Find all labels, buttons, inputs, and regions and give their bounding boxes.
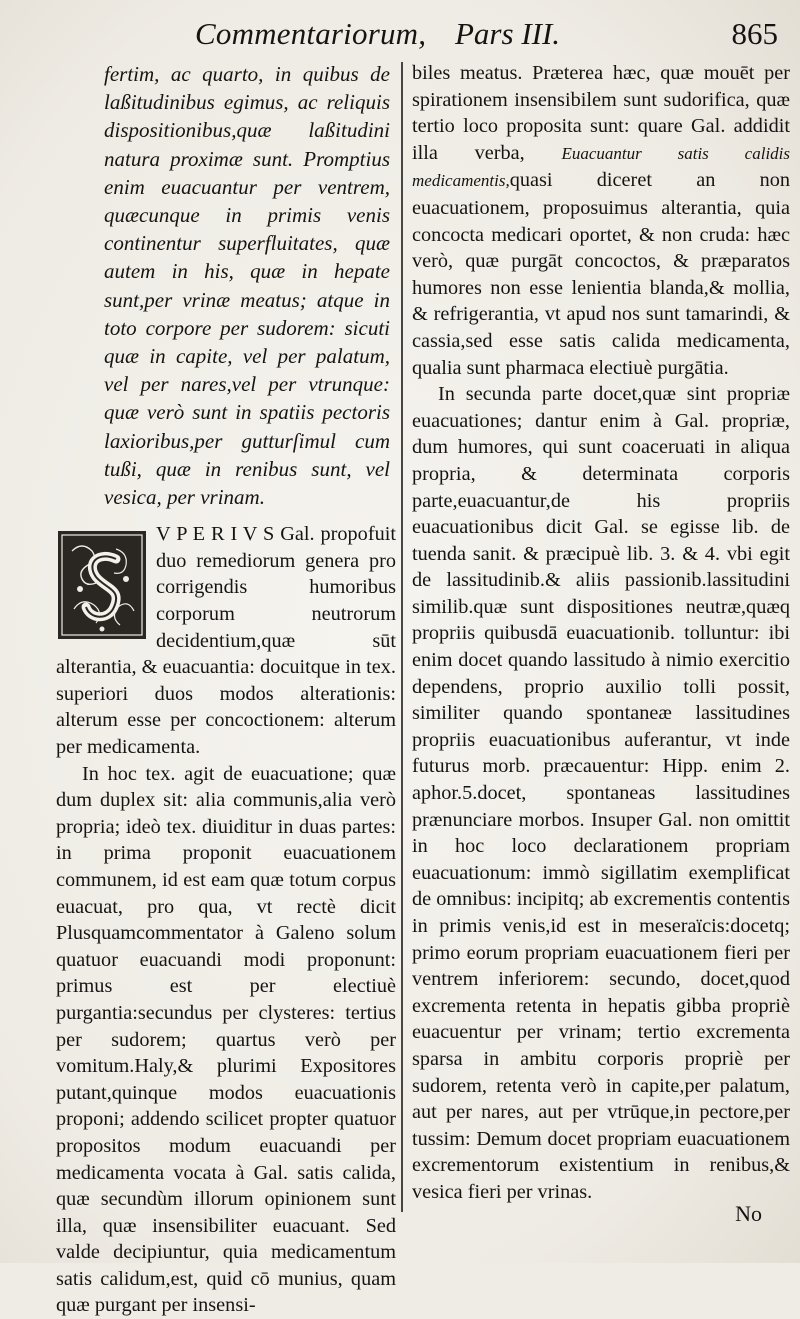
galen-quote: fertim, ac quarto, in quibus de laßitudinibus egimus, ac reliquis dispositionibus,quæ laßitudini natura proximæ sunt. Promptius enim euacuantur per ventrem, quæcunque in primis venis continentur superfluitates, quæ autem in his, quæ in hepate sunt,per vrinæ meatus; atque in toto corpore per sudorem: sicuti quæ in capite, vel per palatum, vel per nares,vel per vtrunque: quæ verò sunt in spatiis pectoris laxioribus,per gutturſimul cum tußi, quæ in renibus sunt, vel vesica, per vrinam. (104, 62, 390, 510)
catchword: No (735, 1201, 762, 1226)
column-divider (401, 62, 403, 1212)
commentary-paragraph-2: In secunda parte docet,quæ sint propriæ euacuationes; dantur enim à Gal. propriæ, dum humores, qui sunt coaceruati in aliqua propria, & determinata corporis parte,euacuantur,de his propriis euacuationibus dicit Gal. se egisse lib. de tuenda sanit. & præcipuè lib. 3. & 4. vbi egit de lassitudinib.& aliis passionib.lassitudini similib.quæ sunt dispositiones neutræ,quæq propriis quibusdā euacuationib. tolluntur: ibi enim docet quando lassitudo à nimio exercitio dependens, proprio auxilio tolli possit, similiter quando spontaneæ lassitudines propriis euacuationibus auferantur, vt inde futurus morb. præcauentur: Hipp. enim 2. aphor.5.docet, spontaneas lassitudines prænunciare morbos. Insuper Gal. non omittit in hoc loco declarationem propriam euacuationum: immò sigillatim exemplificat de omnibus: incipitq; ab excrementis contentis in primis venis,id est in meseraïcis:docetq; primo eorum propriam euacuationem fieri per ventrem inferiorem: secundo, docet,quod excrementa retenta in hepatis gibba propriè euacuentur per vrinam; tertio excrementa sparsa in ambitu corporis propriè per sudorem, retenta verò in capite,per palatum, aut per nares, aut per vtrūque,in pectore,per tussim: Demum docet propriam euacuationem excrementorum existentium in renibus,& vesica fieri per vrinas. (412, 383, 790, 1203)
commentary-opening: V P E R I V S Gal. propofuit duo remediorum genera pro corrigendis humoribus corporum neutrorum decidentium,quæ sūt alterantia, & euacuantia: docuitque in tex. superiori duos modos alterationis: alterum esse per concoctionem: alterum per medicamenta. (56, 523, 396, 758)
part-label: Pars III. (455, 16, 561, 51)
page-number: 865 (731, 16, 778, 51)
quoted-phrase: Euacuantur satis calidis medicamentis, (412, 143, 791, 191)
commentary-paragraph: In hoc tex. agit de euacuatione; quæ dum duplex sit: alia communis,alia verò propria; ideò tex. diuiditur in duas partes: in prima proponit euacuationem communem, id est eam quæ totum corpus euacuat, pro qua, vt rectè dicit Plusquamcommentator à Galeno solum quatuor euacuandi modi proponunt: primus est per electiuè purgantia:secundus per clysteres: tertius per sudorem; quartus verò per vomitum.Haly,& plurimi Expositores putant,quinque modos euacuationis proponi; addendo scilicet propter quatuor propositos modum euacuandi per medicamenta vocata à Gal. satis calida, quæ secundùm illorum opinionem sunt illa, quæ insensibiliter euacuant. Sed valde decipiuntur, quia medicamentum satis calidum,est, quid cō munius, quam quæ purgant per insensi- (56, 762, 396, 1317)
continuation-text-end: quasi diceret an non euacuationem, proposuimus alterantia, quia concocta medicari oportet, & non cruda: hæc verò, quæ purgāt concoctos, & præparatos humores non esse lenientia blanda,& mollia, & refrigerantia, vt apud nos sunt tamarindi, & cassia,sed esse satis calida medicamenta, qualia sunt pharmaca electiuè purgātia. (412, 169, 790, 379)
continuation-text: biles meatus. Præterea hæc, quæ mouēt per spirationem insensibilem sunt sudorifica, quæ tertio loco proposita sunt: quare Gal. addidit illa verba, (412, 62, 790, 164)
right-column (412, 60, 790, 1233)
commentary-continuation (412, 60, 790, 381)
ornamental-s-icon (56, 529, 148, 641)
running-header (195, 6, 788, 56)
running-title: Commentariorum, (195, 16, 427, 51)
left-column (56, 60, 396, 1317)
decorated-initial (56, 529, 148, 641)
